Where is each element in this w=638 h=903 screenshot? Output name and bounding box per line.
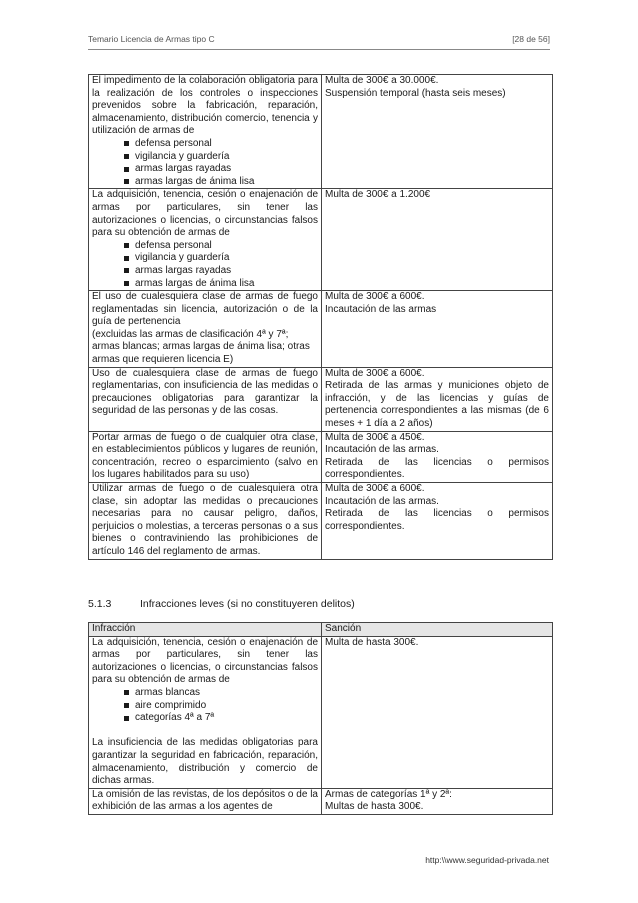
infraction-cell: Uso de cualesquiera clase de armas de fuego reglamentarias, con insuficiencia de las medidas o precauciones obligatorias para garantizar la seguridad de las personas y de las cosas. bbox=[89, 367, 322, 431]
list-item: armas blancas bbox=[124, 687, 318, 700]
section-number: 5.1.3 bbox=[88, 598, 112, 610]
table-row bbox=[89, 367, 553, 431]
list-item: defensa personal bbox=[124, 240, 318, 253]
serious-infractions-table bbox=[88, 74, 553, 560]
sanction-cell: Multa de 300€ a 450€. Incautación de las armas. Retirada de las licencias o permisos correspondientes. bbox=[322, 431, 553, 482]
column-header-sancion: Sanción bbox=[322, 623, 553, 637]
table-row bbox=[89, 788, 553, 814]
table-row bbox=[89, 483, 553, 560]
table-row bbox=[89, 75, 553, 189]
infraction-cell: El uso de cualesquiera clase de armas de fuego reglamentadas sin licencia, autorización o de la guía de pertenencia (excluidas las armas de clasificación 4ª y 7ª; armas blancas; armas largas de ánima lisa; otras armas que requieren licencia E) bbox=[89, 291, 322, 368]
infraction-cell: Portar armas de fuego o de cualquier otra clase, en establecimientos públicos y lugares de reunión, concentración, recreo o esparcimiento (salvo en los lugares habilitados para su uso) bbox=[89, 431, 322, 482]
sanction-cell: Multa de 300€ a 600€. Incautación de las armas bbox=[322, 291, 553, 368]
bullet-list bbox=[92, 240, 318, 290]
infraction-cell: Utilizar armas de fuego o de cualesquiera otra clase, sin adoptar las medidas o precauciones necesarias para no causar peligro, daños, perjuicios o molestias, a terceras personas o a sus bienes o contraviniendo las prohibiciones de artículo 146 del reglamento de armas. bbox=[89, 483, 322, 560]
table-row bbox=[89, 431, 553, 482]
sanction-cell: Multa de 300€ a 600€. Retirada de las armas y municiones objeto de infracción, y de las licencias y guías de pertenencia correspondientes a las mismas (de 6 meses + 1 día a 2 años) bbox=[322, 367, 553, 431]
table-header-row bbox=[89, 623, 553, 637]
infraction-cell: La adquisición, tenencia, cesión o enajenación de armas por particulares, sin tener las autorizaciones o licencias, o circunstancias falsos para su obtención de armas de defensa personal vigilancia y guardería armas largas rayadas armas largas de ánima lisa bbox=[89, 189, 322, 291]
section-title: Infracciones leves (si no constituyeren delitos) bbox=[140, 598, 355, 610]
page-number: [28 de 56] bbox=[512, 34, 550, 44]
sanction-cell: Multa de 300€ a 1.200€ bbox=[322, 189, 553, 291]
table-row bbox=[89, 291, 553, 368]
section-heading bbox=[88, 598, 355, 610]
bullet-list bbox=[92, 687, 318, 725]
infraction-cell: La adquisición, tenencia, cesión o enajenación de armas por particulares, sin tener las autorizaciones o licencias, o circunstancias falsos para su obtención de armas de armas blancas aire comprimido categorías 4ª a 7ª La insuficiencia de las medidas obligatorias para garantizar la seguridad en fabricación, reparación, almacenamiento, distribución y comercio de dichas armas. bbox=[89, 636, 322, 788]
document-title: Temario Licencia de Armas tipo C bbox=[88, 34, 215, 44]
list-item: aire comprimido bbox=[124, 700, 318, 713]
minor-infractions-table bbox=[88, 622, 553, 815]
list-item: vigilancia y guardería bbox=[124, 252, 318, 265]
table-row bbox=[89, 636, 553, 788]
sanction-cell: Multa de 300€ a 30.000€. Suspensión temporal (hasta seis meses) bbox=[322, 75, 553, 189]
list-item: armas largas rayadas bbox=[124, 265, 318, 278]
infraction-cell: La omisión de las revistas, de los depósitos o de la exhibición de las armas a los agentes de bbox=[89, 788, 322, 814]
page-header bbox=[88, 34, 550, 50]
infraction-cell: El impedimento de la colaboración obligatoria para la realización de los controles o inspecciones prevenidos sobre la fabricación, reparación, almacenamiento, distribución comercio, tenencia y utilización de armas de defensa personal vigilancia y guardería armas largas rayadas armas largas de ánima lisa bbox=[89, 75, 322, 189]
list-item: armas largas de ánima lisa bbox=[124, 176, 318, 189]
table-row bbox=[89, 189, 553, 291]
list-item: categorías 4ª a 7ª bbox=[124, 712, 318, 725]
bullet-list bbox=[92, 138, 318, 188]
list-item: armas largas rayadas bbox=[124, 163, 318, 176]
sanction-cell: Multa de hasta 300€. bbox=[322, 636, 553, 788]
list-item: defensa personal bbox=[124, 138, 318, 151]
sanction-cell: Multa de 300€ a 600€. Incautación de las armas. Retirada de las licencias o permisos correspondientes. bbox=[322, 483, 553, 560]
column-header-infraccion: Infracción bbox=[89, 623, 322, 637]
list-item: vigilancia y guardería bbox=[124, 151, 318, 164]
sanction-cell: Armas de categorías 1ª y 2ª: Multas de hasta 300€. bbox=[322, 788, 553, 814]
footer-url: http:\\www.seguridad-privada.net bbox=[425, 855, 549, 865]
list-item: armas largas de ánima lisa bbox=[124, 278, 318, 291]
